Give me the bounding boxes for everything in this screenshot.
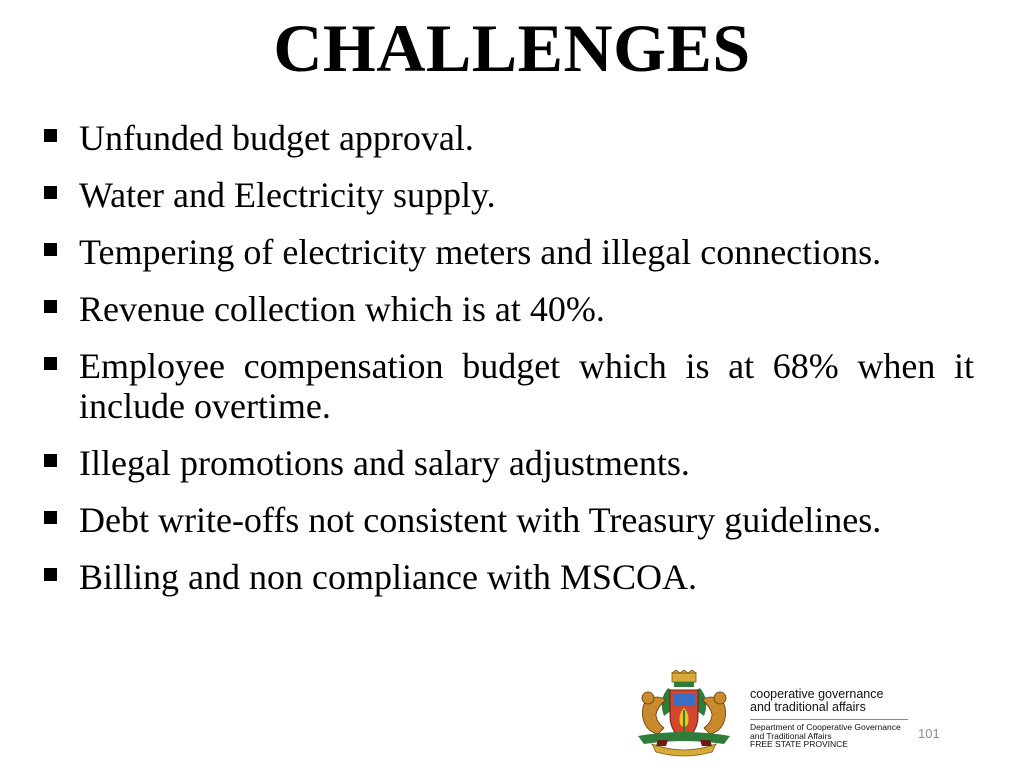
bullet-text: Revenue collection which is at 40%.	[79, 289, 605, 329]
bullet-text: Employee compensation budget which is at 68% when it include overtime.	[79, 346, 974, 426]
square-bullet-icon	[44, 300, 57, 313]
dept-sub-line: Department of Cooperative Governance	[750, 722, 901, 732]
slide-number: 101	[918, 726, 940, 741]
square-bullet-icon	[44, 454, 57, 467]
square-bullet-icon	[44, 568, 57, 581]
bullet-item	[44, 289, 974, 329]
dept-name-line: and traditional affairs	[750, 700, 866, 714]
bullet-item	[44, 500, 974, 540]
bullet-item	[44, 232, 974, 272]
dept-name-line: cooperative governance	[750, 687, 884, 701]
bullet-item	[44, 346, 974, 426]
bullet-text: Billing and non compliance with MSCOA.	[79, 557, 697, 597]
slide-title: CHALLENGES	[273, 10, 751, 86]
square-bullet-icon	[44, 511, 57, 524]
bullet-list	[44, 118, 974, 614]
bullet-item	[44, 557, 974, 597]
dept-sub-line: and Traditional Affairs	[750, 730, 832, 741]
divider	[750, 719, 908, 720]
bullet-item	[44, 443, 974, 483]
bullet-item	[44, 175, 974, 215]
dept-sub-line: FREE STATE PROVINCE	[750, 739, 848, 749]
bullet-text: Tempering of electricity meters and illegal connections.	[79, 232, 882, 272]
bullet-text: Debt write-offs not consistent with Treasury guidelines.	[79, 500, 882, 540]
coat-of-arms-icon	[628, 670, 740, 758]
bullet-text: Water and Electricity supply.	[79, 175, 496, 215]
square-bullet-icon	[44, 243, 57, 256]
department-identity	[750, 688, 910, 749]
bullet-text: Illegal promotions and salary adjustments.	[79, 443, 690, 483]
bullet-text: Unfunded budget approval.	[79, 118, 474, 158]
square-bullet-icon	[44, 186, 57, 199]
bullet-item	[44, 118, 974, 158]
square-bullet-icon	[44, 129, 57, 142]
square-bullet-icon	[44, 357, 57, 370]
